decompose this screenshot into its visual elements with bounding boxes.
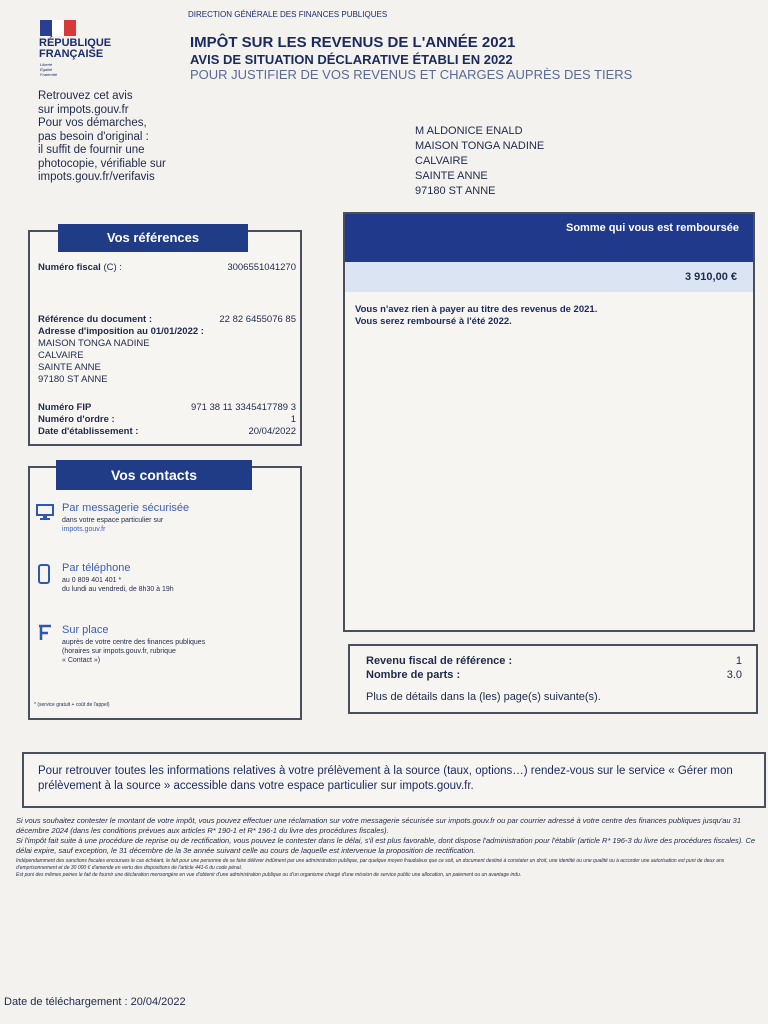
- refund-box: [343, 212, 755, 632]
- legal-para-rectification: Si l'impôt fait suite à une procédure de reprise ou de rectification, vous pouvez le contester dans le délai, s'il est plus favorable, dont dispose l'administration pour l'établir (article R* 196-3 du livre des procédures fiscales). Ce délai expire, sauf exception, le 31 décembre de la 3e année suivant celle au cours de laquelle est intervenue la proposition de rectification.: [16, 836, 756, 855]
- marianne-logo: [40, 20, 76, 36]
- fiscal-number-row: [38, 262, 296, 274]
- contact-detail-in-person: auprès de votre centre des finances publiques (horaires sur impots.gouv.fr, rubrique « Contact »): [62, 639, 206, 664]
- fiscal-number-value: 3006551041270: [227, 262, 296, 273]
- refund-message: Vous n'avez rien à payer au titre des revenus de 2021. Vous serez remboursé à l'été 2022.: [355, 304, 598, 327]
- fiscal-number-suffix: (C) :: [103, 262, 122, 273]
- reference-income-label: Revenu fiscal de référence :: [366, 655, 513, 667]
- legal-text: [16, 816, 764, 879]
- contact-detail-phone: au 0 809 401 401 * du lundi au vendredi, de 8h30 à 19h: [62, 577, 174, 593]
- directorate-name: DIRECTION GÉNÉRALE DES FINANCES PUBLIQUES: [188, 10, 388, 19]
- fip-block: [38, 402, 296, 438]
- computer-icon: [36, 504, 54, 520]
- shares-value: 3.0: [726, 669, 742, 681]
- issue-date-label: Date d'établissement :: [38, 426, 139, 437]
- issue-date-value: 20/04/2022: [248, 426, 296, 437]
- download-date: Date de téléchargement : 20/04/2022: [4, 996, 186, 1008]
- order-label: Numéro d'ordre :: [38, 414, 115, 425]
- fip-label: Numéro FIP: [38, 402, 92, 413]
- tax-address: MAISON TONGA NADINE CALVAIRE SAINTE ANNE 97180 ST ANNE: [38, 338, 150, 385]
- fiscal-summary-box: [348, 644, 758, 714]
- refund-heading: Somme qui vous est remboursée: [345, 214, 753, 262]
- fiscal-number-label: Numéro fiscal: [38, 262, 101, 273]
- document-subtitle: AVIS DE SITUATION DÉCLARATIVE ÉTABLI EN 2022: [190, 52, 513, 67]
- order-value: 1: [290, 414, 296, 425]
- withholding-notice: Pour retrouver toutes les informations relatives à votre prélèvement à la source (taux, options…) rendez-vous sur le service « Gérer mon prélèvement à la source » accessible dans votre espace particulier sur impots.gouv.fr.: [38, 765, 733, 792]
- refund-amount: 3 910,00 €: [345, 262, 753, 292]
- legal-para-penalty: Est puni des mêmes peines le fait de fournir une déclaration mensongère en vue d'obtenir d'une administration publique ou d'un organisme chargé d'une mission de service public une allocation, un paiement ou un avantage indu.: [16, 872, 522, 878]
- contacts-heading: Vos contacts: [56, 460, 252, 490]
- document-reference-value: 22 82 6455076 85: [219, 314, 296, 325]
- document-reference-label: Référence du document :: [38, 314, 153, 325]
- flag-icon: [40, 20, 76, 36]
- contacts-box: [28, 466, 302, 720]
- reference-income-value: 1: [735, 655, 742, 667]
- impots-link[interactable]: impots.gouv.fr: [62, 526, 106, 533]
- verification-note: Retrouvez cet avis sur impots.gouv.fr Pour vos démarches, pas besoin d'original : il suffit de fournir une photocopie, vérifiable sur impots.gouv.fr/verifavis: [38, 90, 166, 183]
- document-reference-row: [38, 314, 296, 386]
- references-heading: Vos références: [58, 224, 248, 252]
- fip-value: 971 38 11 3345417789 3: [191, 402, 296, 413]
- contacts-footnote: * (service gratuit + coût de l'appel): [34, 702, 110, 708]
- shares-label: Nombre de parts :: [366, 669, 461, 681]
- republic-name: RÉPUBLIQUE FRANÇAISE: [39, 37, 112, 60]
- references-box: [28, 230, 302, 446]
- legal-para-contest: Si vous souhaitez contester le montant de votre impôt, vous pouvez effectuer une réclamation sur votre messagerie sécurisée sur impots.gouv.fr ou par courrier adressé à votre centre des finances publiques jusqu'au 31 décembre 2024 (dans les conditions prévues aux articles R* 190-1 et R* 196-1 du livre des procédures fiscales).: [16, 816, 742, 835]
- document-purpose: POUR JUSTIFIER DE VOS REVENUS ET CHARGES AUPRÈS DES TIERS: [190, 67, 633, 82]
- republic-motto: Liberté Égalité Fraternité: [40, 62, 58, 77]
- contact-title-messaging[interactable]: Par messagerie sécurisée: [62, 502, 190, 514]
- legal-para-fraud: Indépendamment des sanctions fiscales encourues le cas échéant, le fait pour une personne de se faire délivrer indûment par une administration publique, par quelque moyen frauduleux que ce soit, un document destiné à constater un droit, une identité ou une qualité ou à accorder une autorisation est puni de deux ans d'emprisonnement et de 30 000 € d'amende en vertu des dispositions de l'article 441-6 du code pénal.: [16, 858, 725, 871]
- contact-detail-messaging: dans votre espace particulier sur impots.gouv.fr: [62, 516, 292, 534]
- recipient-address: M ALDONICE ENALD MAISON TONGA NADINE CALVAIRE SAINTE ANNE 97180 ST ANNE: [415, 125, 545, 197]
- tax-address-label: Adresse d'imposition au 01/01/2022 :: [38, 326, 204, 337]
- phone-icon: [38, 564, 50, 584]
- contact-title-in-person[interactable]: Sur place: [62, 624, 109, 636]
- contact-title-phone[interactable]: Par téléphone: [62, 562, 131, 574]
- document-title: IMPÔT SUR LES REVENUS DE L'ANNÉE 2021: [190, 34, 516, 51]
- building-icon: [36, 624, 54, 642]
- fiscal-summary: [366, 654, 742, 704]
- withholding-notice-box: [22, 752, 766, 808]
- more-details-text: Plus de détails dans la (les) page(s) suivante(s).: [366, 691, 601, 703]
